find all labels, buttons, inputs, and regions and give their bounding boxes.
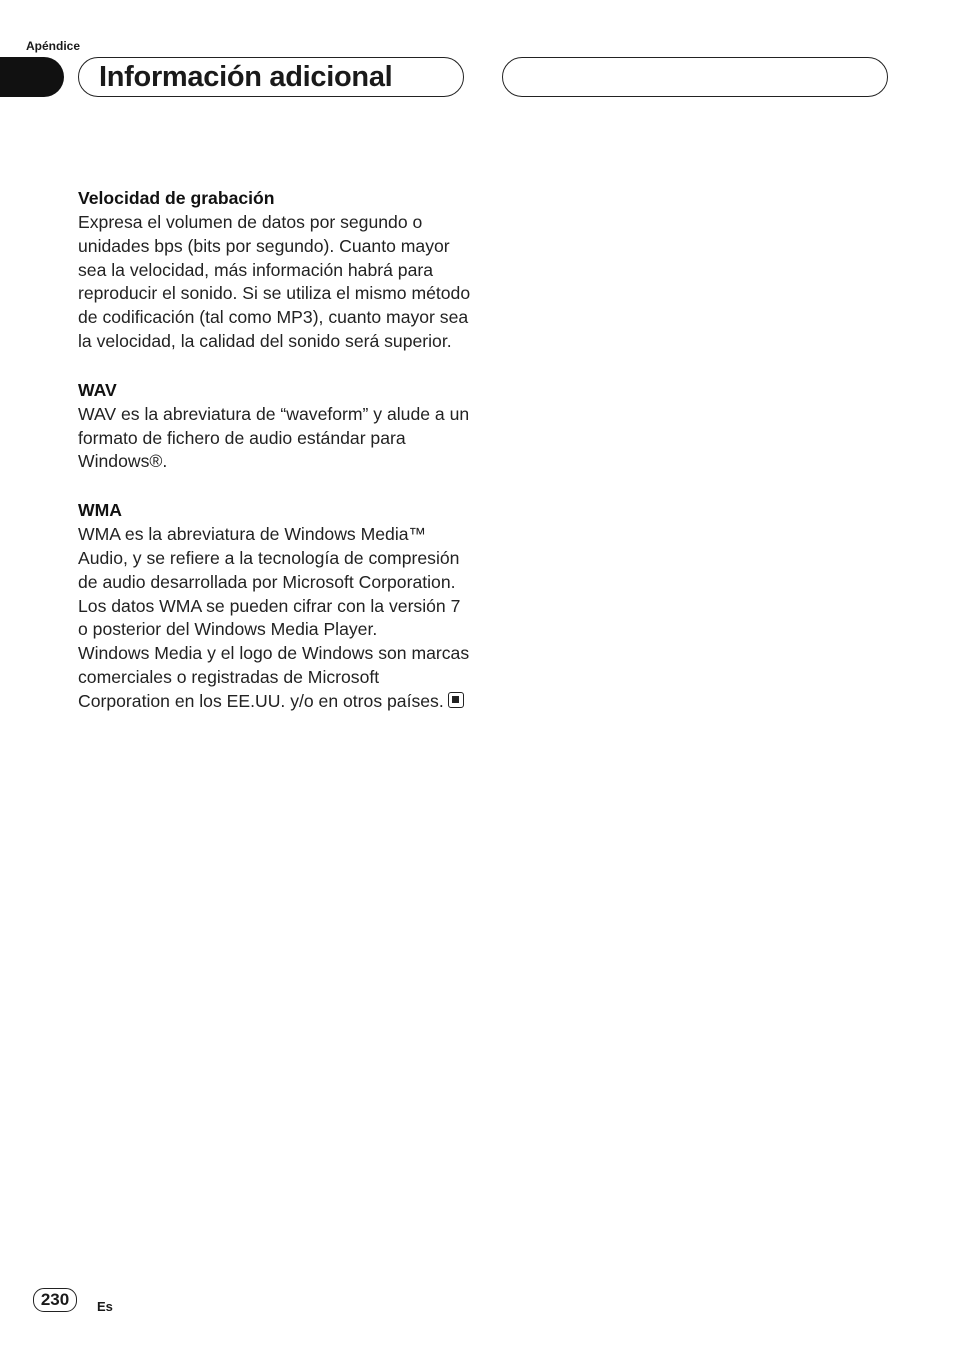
page-number: 230 — [33, 1288, 77, 1312]
language-code: Es — [97, 1299, 113, 1314]
section-paragraph-last — [78, 642, 473, 713]
stop-square-icon — [448, 692, 464, 708]
section-heading: WMA — [78, 500, 122, 521]
section-heading: Velocidad de grabación — [78, 188, 275, 208]
section-heading: WAV — [78, 379, 117, 400]
section-label: Apéndice — [26, 39, 81, 53]
section-paragraph-text: Windows Media y el logo de Windows son marcas comerciales o registradas de Microsoft Corporation en los EE.UU. y/o en otros países. — [78, 643, 470, 711]
content-column — [78, 186, 473, 738]
section-bitrate — [78, 186, 473, 354]
section-tab-marker — [0, 57, 64, 97]
empty-title-banner — [502, 57, 888, 97]
page-title: Información adicional — [99, 61, 393, 93]
section-paragraph: Expresa el volumen de datos por segundo o unidades bps (bits por segundo). Cuanto mayor sea la velocidad, más información habrá para reproducir el sonido. Si se utiliza el mismo método de codificación (tal como MP3), cuanto mayor sea la velocidad, la calidad del sonido será superior. — [78, 212, 471, 351]
section-paragraph: WMA es la abreviatura de Windows Media™ Audio, y se refiere a la tecnología de compresión de audio desarrollada por Microsoft Corporation. Los datos WMA se pueden cifrar con la versión 7 o posterior del Windows Media Player. — [78, 524, 461, 640]
section-wav — [78, 378, 473, 474]
section-wma — [78, 498, 473, 713]
title-banner — [78, 57, 464, 97]
section-paragraph: WAV es la abreviatura de “waveform” y alude a un formato de fichero de audio estándar para Windows®. — [78, 403, 470, 472]
